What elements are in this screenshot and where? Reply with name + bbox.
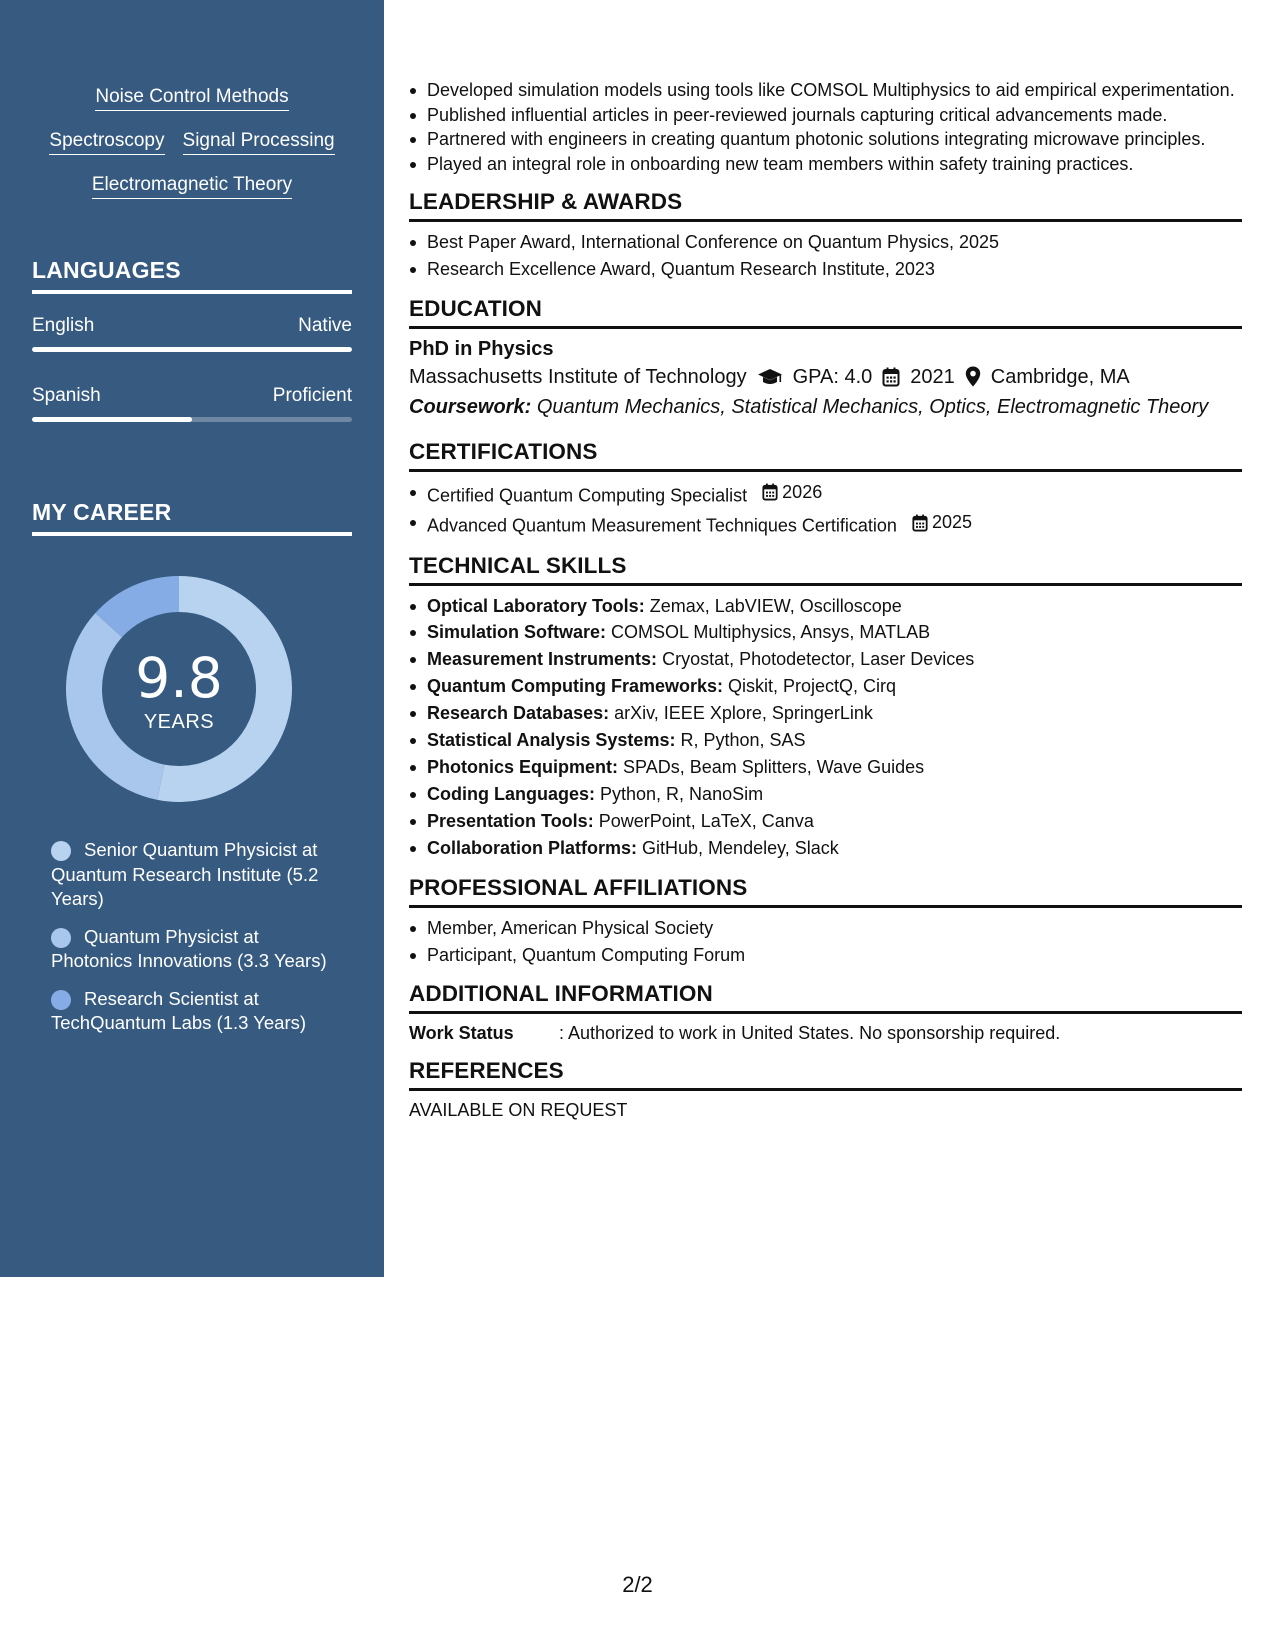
certifications-heading: CERTIFICATIONS xyxy=(409,438,1242,472)
career-heading: MY CAREER xyxy=(32,498,352,536)
skill-values: COMSOL Multiphysics, Ansys, MATLAB xyxy=(611,622,931,643)
education-location: Cambridge, MA xyxy=(990,365,1130,388)
education-details xyxy=(409,362,1242,392)
skill-values: Qiskit, ProjectQ, Cirq xyxy=(728,676,897,697)
certification-name: Certified Quantum Computing Specialist xyxy=(427,485,748,506)
skill-item xyxy=(409,835,1242,862)
skill-tag[interactable]: Spectroscopy xyxy=(49,130,164,155)
career-item-text: Research Scientist at TechQuantum Labs (1.3 Years) xyxy=(51,987,307,1033)
career-dot-icon xyxy=(51,990,71,1010)
certifications-list xyxy=(409,479,1242,540)
experience-bullets xyxy=(409,78,1242,176)
calendar-icon xyxy=(912,514,928,532)
skill-item xyxy=(409,646,1242,673)
languages-heading: LANGUAGES xyxy=(32,256,352,294)
skill-values: SPADs, Beam Splitters, Wave Guides xyxy=(623,756,925,777)
skill-item xyxy=(409,593,1242,620)
skill-category: Photonics Equipment: xyxy=(427,756,618,777)
skill-values: Python, R, NanoSim xyxy=(600,783,764,804)
language-name: English xyxy=(32,315,95,336)
language-proficiency-fill xyxy=(32,417,192,422)
skill-values: R, Python, SAS xyxy=(680,730,806,751)
career-donut-chart xyxy=(66,576,292,802)
career-dot-icon xyxy=(51,841,71,861)
skill-tag-row xyxy=(32,130,352,155)
skill-category: Statistical Analysis Systems: xyxy=(427,730,676,751)
leadership-heading: LEADERSHIP & AWARDS xyxy=(409,188,1242,222)
references-heading: REFERENCES xyxy=(409,1057,1242,1091)
language-level: Proficient xyxy=(272,385,352,406)
coursework-label: Coursework: xyxy=(409,395,532,418)
graduation-cap-icon xyxy=(757,367,783,387)
education-school: Massachusetts Institute of Technology xyxy=(409,365,747,388)
language-proficiency-fill xyxy=(32,347,352,352)
certification-name: Advanced Quantum Measurement Techniques Certification xyxy=(427,515,897,536)
skill-item xyxy=(409,781,1242,808)
main-content xyxy=(409,78,1242,1122)
career-total-unit: YEARS xyxy=(143,711,215,733)
experience-bullet: Played an integral role in onboarding new team members within safety training practices. xyxy=(409,152,1242,177)
language-level: Native xyxy=(298,315,352,336)
education-coursework xyxy=(409,392,1242,422)
career-list xyxy=(51,838,341,1049)
leadership-list xyxy=(409,229,1242,283)
award-item: Best Paper Award, International Conference on Quantum Physics, 2025 xyxy=(409,229,1242,256)
page-number: 2/2 xyxy=(622,1572,653,1597)
skill-category: Presentation Tools: xyxy=(427,810,594,831)
sidebar xyxy=(0,0,384,1277)
skill-values: Zemax, LabVIEW, Oscilloscope xyxy=(649,595,902,616)
skill-item xyxy=(409,619,1242,646)
experience-bullet: Developed simulation models using tools like COMSOL Multiphysics to aid empirical experimentation. xyxy=(409,78,1242,103)
work-status-row xyxy=(409,1021,1242,1045)
language-name: Spanish xyxy=(32,385,101,406)
technical-skills-heading: TECHNICAL SKILLS xyxy=(409,552,1242,586)
skill-tag[interactable]: Electromagnetic Theory xyxy=(92,174,292,199)
certification-year: 2025 xyxy=(931,512,972,533)
skill-item xyxy=(409,727,1242,754)
references-text: AVAILABLE ON REQUEST xyxy=(409,1100,628,1121)
career-total-years: 9.8 xyxy=(135,646,223,710)
skill-category: Coding Languages: xyxy=(427,783,595,804)
education-gpa: GPA: 4.0 xyxy=(792,365,873,388)
career-item xyxy=(51,987,341,1036)
language-row xyxy=(32,384,352,422)
skill-tag-row xyxy=(32,86,352,111)
education-year: 2021 xyxy=(910,365,955,388)
additional-info-heading: ADDITIONAL INFORMATION xyxy=(409,980,1242,1014)
affiliations-heading: PROFESSIONAL AFFILIATIONS xyxy=(409,874,1242,908)
skill-tag-row xyxy=(32,174,352,199)
work-status-value: : Authorized to work in United States. No sponsorship required. xyxy=(559,1023,1061,1044)
career-item xyxy=(51,838,341,912)
award-item: Research Excellence Award, Quantum Research Institute, 2023 xyxy=(409,256,1242,283)
coursework-value: Quantum Mechanics, Statistical Mechanics, Optics, Electromagnetic Theory xyxy=(536,395,1209,418)
language-proficiency-bar xyxy=(32,417,352,422)
skill-tags xyxy=(32,86,352,218)
skill-item xyxy=(409,700,1242,727)
career-dot-icon xyxy=(51,928,71,948)
career-item xyxy=(51,925,341,974)
career-item-text: Quantum Physicist at Photonics Innovations (3.3 Years) xyxy=(51,925,327,971)
calendar-icon xyxy=(882,367,900,387)
skill-category: Measurement Instruments: xyxy=(427,649,658,670)
affiliations-list xyxy=(409,915,1242,969)
skill-category: Simulation Software: xyxy=(427,622,607,643)
language-row xyxy=(32,314,352,352)
skill-values: GitHub, Mendeley, Slack xyxy=(642,837,839,858)
education-heading: EDUCATION xyxy=(409,295,1242,329)
affiliation-item: Member, American Physical Society xyxy=(409,915,1242,942)
skill-values: arXiv, IEEE Xplore, SpringerLink xyxy=(614,703,873,724)
calendar-icon xyxy=(762,483,778,501)
experience-bullet: Partnered with engineers in creating quantum photonic solutions integrating microwave principles. xyxy=(409,127,1242,152)
skill-item xyxy=(409,673,1242,700)
affiliation-item: Participant, Quantum Computing Forum xyxy=(409,942,1242,969)
skill-values: Cryostat, Photodetector, Laser Devices xyxy=(662,649,975,670)
experience-bullet: Published influential articles in peer-reviewed journals capturing critical advancements made. xyxy=(409,103,1242,128)
work-status-label: Work Status xyxy=(409,1023,514,1044)
skill-category: Optical Laboratory Tools: xyxy=(427,595,645,616)
education-degree: PhD in Physics xyxy=(409,337,554,360)
certification-item xyxy=(409,509,1242,539)
certification-item xyxy=(409,479,1242,509)
skill-category: Quantum Computing Frameworks: xyxy=(427,676,724,697)
skill-item xyxy=(409,754,1242,781)
location-pin-icon xyxy=(965,366,981,387)
certification-year: 2026 xyxy=(782,481,823,502)
skill-tag[interactable]: Noise Control Methods xyxy=(95,86,288,111)
skill-category: Collaboration Platforms: xyxy=(427,837,638,858)
skill-tag[interactable]: Signal Processing xyxy=(183,130,335,155)
technical-skills-list xyxy=(409,593,1242,862)
skill-category: Research Databases: xyxy=(427,703,610,724)
career-item-text: Senior Quantum Physicist at Quantum Research Institute (5.2 Years) xyxy=(51,839,319,909)
language-proficiency-bar xyxy=(32,347,352,352)
skill-values: PowerPoint, LaTeX, Canva xyxy=(598,810,814,831)
skill-item xyxy=(409,808,1242,835)
